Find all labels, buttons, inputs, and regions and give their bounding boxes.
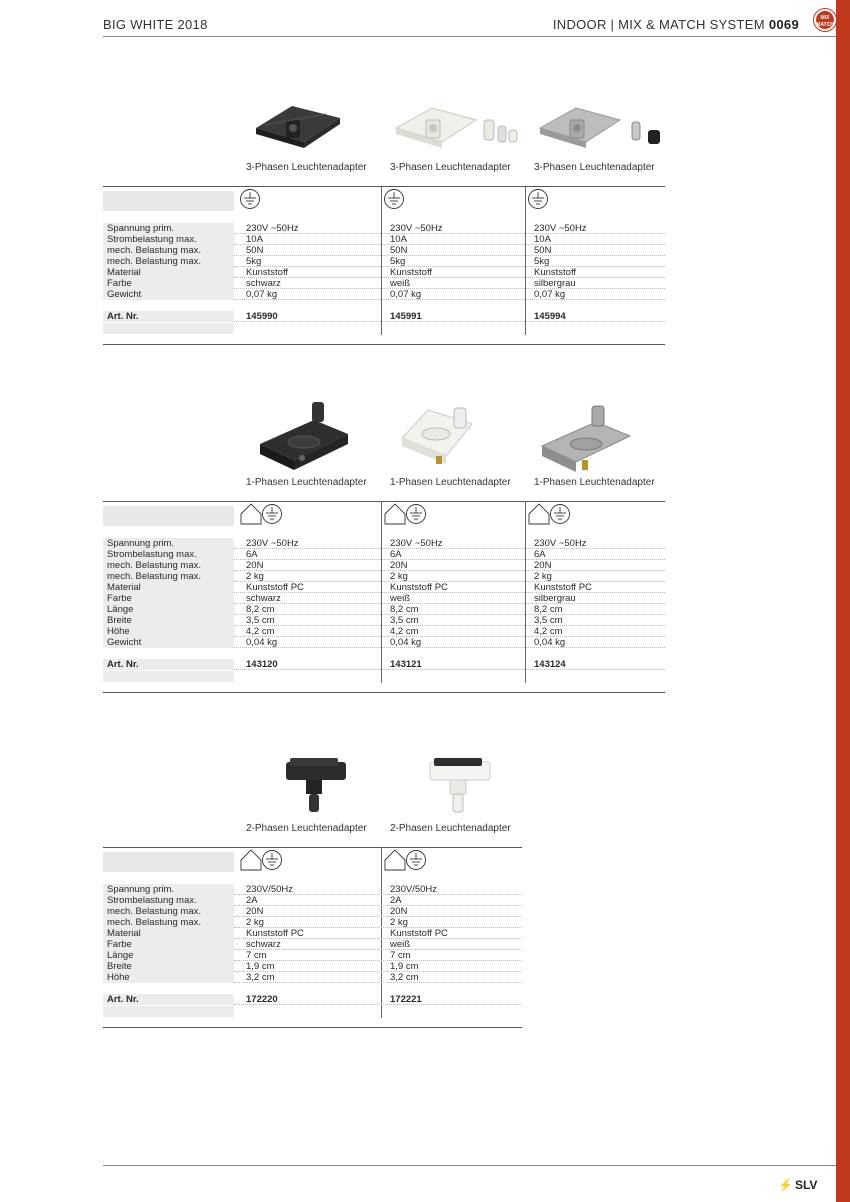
spec-value: Kunststoff PC — [246, 582, 304, 593]
spec-value: 2 kg — [246, 571, 264, 582]
spec-label: mech. Belastung max. — [103, 906, 234, 917]
spec-label: Strombelastung max. — [103, 549, 234, 560]
spec-value: 0,04 kg — [534, 637, 566, 648]
spec-value: 5kg — [390, 256, 406, 267]
spec-value: 20N — [246, 906, 264, 917]
spec-value: 4,2 cm — [246, 626, 275, 637]
spec-value: Kunststoff PC — [390, 928, 448, 939]
article-number: 143120 — [246, 659, 278, 670]
catalog-title: BIG WHITE 2018 — [103, 17, 208, 32]
spec-label: mech. Belastung max. — [103, 256, 234, 267]
row-separator — [234, 647, 665, 648]
spec-label: Höhe — [103, 626, 234, 637]
row-separator — [234, 299, 665, 300]
product-caption: 1-Phasen Leuchtenadapter — [246, 477, 367, 488]
protection-class-icons — [528, 188, 554, 210]
blank-cell — [103, 323, 234, 334]
spec-value: 50N — [534, 245, 552, 256]
protection-class-icons — [384, 503, 432, 525]
spec-label: mech. Belastung max. — [103, 917, 234, 928]
brand-logo — [778, 1178, 817, 1192]
protection-class-icons — [240, 503, 288, 525]
spec-value: 1,9 cm — [246, 961, 275, 972]
blank-row — [103, 671, 665, 682]
spec-value: 7 cm — [246, 950, 267, 961]
section-title — [553, 17, 799, 32]
spec-value: 0,07 kg — [246, 289, 278, 300]
spec-value: 0,04 kg — [246, 637, 278, 648]
spec-value: 6A — [534, 549, 546, 560]
spec-label: mech. Belastung max. — [103, 560, 234, 571]
spec-value: 3,2 cm — [246, 972, 275, 983]
protection-class-icons — [240, 188, 266, 210]
adapter-3phase-black-image — [252, 98, 344, 150]
spec-value: 8,2 cm — [390, 604, 419, 615]
spec-value: 0,04 kg — [390, 637, 422, 648]
spec-label: Gewicht — [103, 289, 234, 300]
row-separator — [234, 982, 522, 983]
icon-row-label-cell — [103, 506, 234, 526]
spec-value: 5kg — [246, 256, 262, 267]
spec-value: weiß — [390, 278, 411, 289]
article-number: 145990 — [246, 311, 278, 322]
spec-label: Spannung prim. — [103, 884, 234, 895]
spec-value: 2 kg — [534, 571, 552, 582]
protection-class-icons — [528, 503, 576, 525]
icon-row-label-cell — [103, 191, 234, 211]
spec-table-2phase — [103, 847, 522, 1028]
protection-class-icons — [384, 849, 432, 871]
blank-cell — [103, 671, 234, 682]
product-caption: 1-Phasen Leuchtenadapter — [534, 477, 655, 488]
blank-row — [103, 323, 665, 334]
article-number-label: Art. Nr. — [103, 994, 234, 1005]
spec-label: Gewicht — [103, 637, 234, 648]
spec-value: Kunststoff PC — [390, 582, 448, 593]
adapter-1phase-silver-image — [538, 402, 634, 476]
blank-row — [103, 1006, 522, 1017]
page-number: 0069 — [768, 17, 799, 32]
table-bottom-rule — [103, 1027, 522, 1028]
spec-label: Strombelastung max. — [103, 234, 234, 245]
spark-icon: ⚡ — [778, 1178, 793, 1192]
product-caption: 3-Phasen Leuchtenadapter — [246, 162, 367, 173]
product-caption: 1-Phasen Leuchtenadapter — [390, 477, 511, 488]
spec-value: silbergrau — [534, 278, 576, 289]
footer-divider — [103, 1165, 836, 1166]
spec-value: 10A — [246, 234, 263, 245]
spec-value: Kunststoff — [246, 267, 289, 278]
adapter-3phase-white-image — [392, 100, 522, 150]
spec-value: silbergrau — [534, 593, 576, 604]
spec-label: mech. Belastung max. — [103, 245, 234, 256]
article-number-label: Art. Nr. — [103, 659, 234, 670]
spec-value: Kunststoff PC — [534, 582, 592, 593]
spec-value: weiß — [390, 593, 411, 604]
spec-value: 230V ~50Hz — [534, 538, 587, 549]
spec-value: 3,5 cm — [390, 615, 419, 626]
spec-value: 6A — [390, 549, 402, 560]
spec-value: 7 cm — [390, 950, 411, 961]
adapter-1phase-white-image — [398, 402, 476, 476]
spec-label: Länge — [103, 950, 234, 961]
article-number: 143124 — [534, 659, 566, 670]
spec-value: 6A — [246, 549, 258, 560]
protection-class-icons — [240, 849, 288, 871]
article-number: 172221 — [390, 994, 422, 1005]
icon-row-label-cell — [103, 852, 234, 872]
spec-value: schwarz — [246, 278, 281, 289]
row-separator — [234, 669, 665, 670]
article-number: 145994 — [534, 311, 566, 322]
spec-label: Material — [103, 582, 234, 593]
spec-label: Farbe — [103, 593, 234, 604]
product-caption: 3-Phasen Leuchtenadapter — [534, 162, 655, 173]
spec-value: 4,2 cm — [390, 626, 419, 637]
spec-value: 8,2 cm — [246, 604, 275, 615]
product-caption: 2-Phasen Leuchtenadapter — [246, 823, 367, 834]
section-name: INDOOR | MIX & MATCH SYSTEM — [552, 17, 765, 32]
spec-value: 50N — [246, 245, 264, 256]
spec-value: 2A — [390, 895, 402, 906]
mix-match-logo: MIX MATCH — [814, 9, 836, 31]
spec-value: 50N — [390, 245, 408, 256]
spec-value: 3,5 cm — [246, 615, 275, 626]
spec-value: Kunststoff PC — [246, 928, 304, 939]
spec-value: 0,07 kg — [534, 289, 566, 300]
spec-value: 20N — [246, 560, 264, 571]
spec-label: Material — [103, 267, 234, 278]
adapter-3phase-silver-image — [536, 100, 666, 150]
spec-label: mech. Belastung max. — [103, 571, 234, 582]
table-top-rule — [103, 501, 665, 502]
spec-label: Breite — [103, 615, 234, 626]
spec-value: 230V ~50Hz — [390, 223, 443, 234]
spec-label: Farbe — [103, 278, 234, 289]
adapter-1phase-black-image — [256, 400, 352, 476]
spec-value: 3,2 cm — [390, 972, 419, 983]
row-separator — [234, 1004, 522, 1005]
spec-table-1phase — [103, 501, 665, 693]
spec-value: weiß — [390, 939, 411, 950]
article-number: 143121 — [390, 659, 422, 670]
spec-value: 2 kg — [246, 917, 264, 928]
spec-value: 2A — [246, 895, 258, 906]
table-bottom-rule — [103, 692, 665, 693]
protection-class-icons — [384, 188, 410, 210]
blank-cell — [103, 1006, 234, 1017]
product-caption: 2-Phasen Leuchtenadapter — [390, 823, 511, 834]
spec-label: Höhe — [103, 972, 234, 983]
table-bottom-rule — [103, 344, 665, 345]
row-separator — [234, 321, 665, 322]
adapter-2phase-white-image — [424, 756, 496, 816]
spec-value: 10A — [390, 234, 407, 245]
spec-value: 1,9 cm — [390, 961, 419, 972]
spec-value: Kunststoff — [390, 267, 433, 278]
spec-value: 2 kg — [390, 917, 408, 928]
spec-label: Spannung prim. — [103, 538, 234, 549]
spec-value: 8,2 cm — [534, 604, 563, 615]
spec-value: Kunststoff — [534, 267, 577, 278]
spec-value: 230V/50Hz — [246, 884, 294, 895]
spec-value: 5kg — [534, 256, 550, 267]
spec-value: 230V ~50Hz — [246, 538, 299, 549]
brand-name: SLV — [794, 1178, 818, 1192]
spec-label: Breite — [103, 961, 234, 972]
header-divider — [103, 36, 836, 37]
article-number: 145991 — [390, 311, 422, 322]
spec-label: Material — [103, 928, 234, 939]
spec-value: schwarz — [246, 593, 281, 604]
spec-value: 10A — [534, 234, 551, 245]
spec-value: 20N — [534, 560, 552, 571]
spec-value: 20N — [390, 560, 408, 571]
spec-value: 20N — [390, 906, 408, 917]
spec-table-3phase — [103, 186, 665, 345]
spec-value: schwarz — [246, 939, 281, 950]
adapter-2phase-black-image — [280, 756, 352, 816]
spec-label: Spannung prim. — [103, 223, 234, 234]
spec-label: Strombelastung max. — [103, 895, 234, 906]
sidebar-accent-bar — [836, 0, 850, 1202]
spec-label: Länge — [103, 604, 234, 615]
spec-value: 230V/50Hz — [390, 884, 438, 895]
spec-value: 0,07 kg — [390, 289, 422, 300]
article-number: 172220 — [246, 994, 278, 1005]
spec-value: 230V ~50Hz — [534, 223, 587, 234]
spec-value: 2 kg — [390, 571, 408, 582]
article-number-label: Art. Nr. — [103, 311, 234, 322]
spec-value: 230V ~50Hz — [246, 223, 299, 234]
spec-label: Farbe — [103, 939, 234, 950]
table-top-rule — [103, 186, 665, 187]
table-top-rule — [103, 847, 522, 848]
spec-value: 4,2 cm — [534, 626, 563, 637]
product-caption: 3-Phasen Leuchtenadapter — [390, 162, 511, 173]
spec-value: 230V ~50Hz — [390, 538, 443, 549]
spec-value: 3,5 cm — [534, 615, 563, 626]
